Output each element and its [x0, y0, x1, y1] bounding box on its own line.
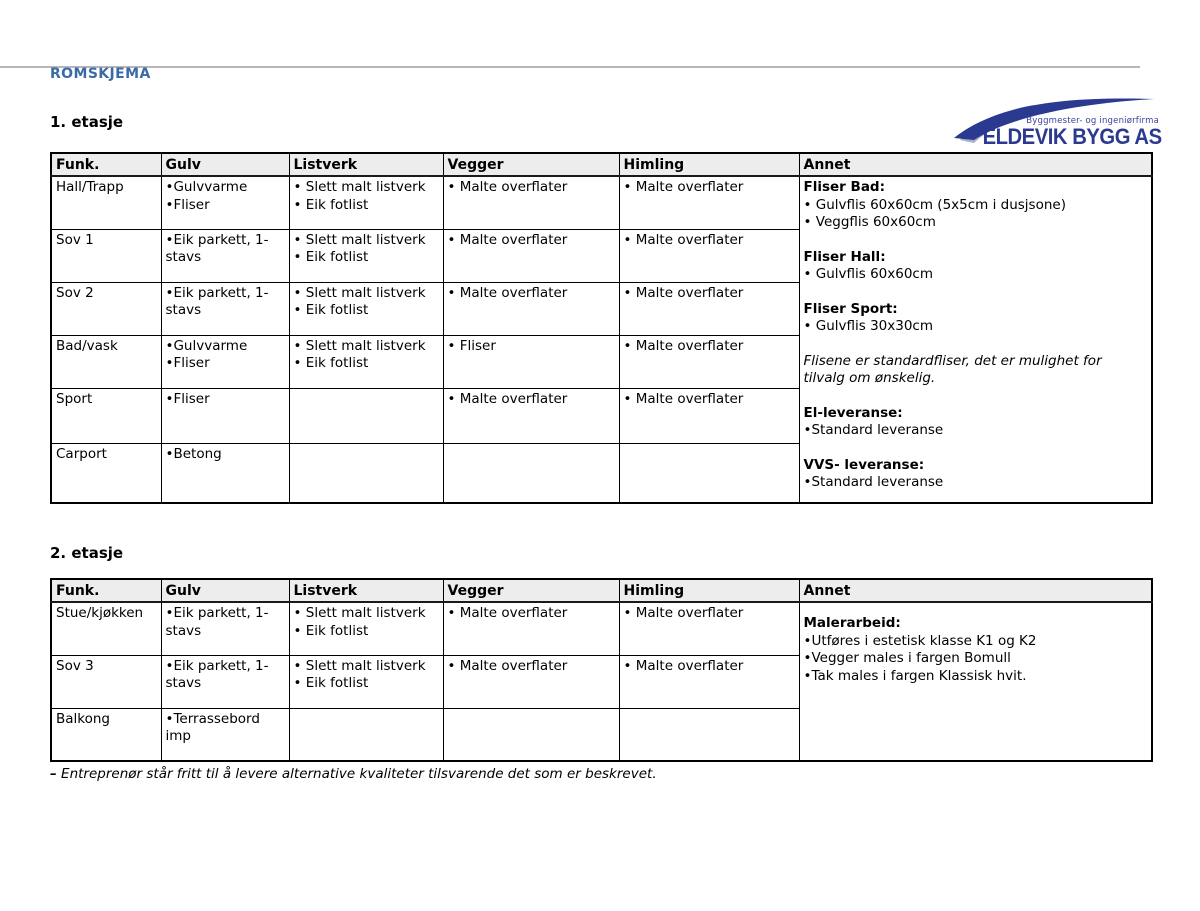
- annet-line: •Standard leveranse: [803, 422, 944, 438]
- cell-funk: Stue/kjøkken: [51, 602, 161, 655]
- cell-vegger: [443, 708, 619, 761]
- cell-funk: Carport: [51, 443, 161, 503]
- cell-himling: [619, 708, 799, 761]
- cell-vegger: [443, 229, 619, 282]
- cell-listverk: [289, 176, 443, 229]
- cell-line: • Eik fotlist: [293, 355, 369, 371]
- annet-line: • Gulvflis 30x30cm: [803, 318, 934, 334]
- cell-himling: [619, 388, 799, 443]
- annet-line: •Standard leveranse: [803, 474, 944, 490]
- cell-vegger: [443, 602, 619, 655]
- header-cell-annet: Annet: [799, 153, 1152, 176]
- cell-line: •Eik parkett, 1-stavs: [165, 284, 269, 318]
- cell-listverk: [289, 282, 443, 335]
- cell-listverk: [289, 229, 443, 282]
- cell-funk: Bad/vask: [51, 335, 161, 388]
- annet-section-vvs-leveranse: [804, 457, 1148, 492]
- table-header-row: [51, 153, 1152, 176]
- cell-vegger: [443, 176, 619, 229]
- cell-line: • Malte overflater: [623, 605, 744, 621]
- annet-line: • Gulvflis 60x60cm: [803, 266, 934, 282]
- cell-vegger: [443, 282, 619, 335]
- section-title-2-etasje: 2. etasje: [50, 544, 124, 562]
- cell-gulv: [161, 388, 289, 443]
- cell-line: • Malte overflater: [623, 390, 744, 407]
- cell-line: • Slett malt listverk: [293, 605, 426, 621]
- cell-line: •Gulvvarme: [165, 179, 248, 195]
- cell-line: •Fliser: [165, 196, 210, 213]
- cell-line: • Malte overflater: [447, 179, 568, 195]
- annet-heading: Malerarbeid:: [803, 615, 901, 631]
- cell-himling: [619, 602, 799, 655]
- annet-line: •Tak males i fargen Klassisk hvit.: [803, 667, 1027, 684]
- cell-gulv: [161, 655, 289, 708]
- cell-gulv: [161, 602, 289, 655]
- cell-vegger: [443, 335, 619, 388]
- cell-vegger: [443, 443, 619, 503]
- cell-line: •Terrassebord imp: [165, 710, 260, 744]
- annet-section-fliser-hall: [804, 249, 1148, 284]
- header-cell-annet: Annet: [799, 579, 1152, 602]
- cell-listverk: [289, 335, 443, 388]
- cell-line: • Malte overflater: [447, 284, 568, 301]
- cell-line: •Eik parkett, 1-stavs: [165, 231, 269, 265]
- cell-funk: Hall/Trapp: [51, 176, 161, 229]
- table-header-row: [51, 579, 1152, 602]
- cell-line: • Slett malt listverk: [293, 231, 426, 248]
- annet-line: •Utføres i estetisk klasse K1 og K2: [803, 632, 1037, 649]
- cell-line: • Slett malt listverk: [293, 657, 426, 674]
- header-cell-vegger: Vegger: [443, 153, 619, 176]
- cell-line: • Malte overflater: [447, 657, 568, 674]
- annet-heading: Fliser Hall:: [803, 248, 886, 265]
- cell-line: • Slett malt listverk: [293, 284, 426, 301]
- cell-gulv: [161, 443, 289, 503]
- annet-heading: Fliser Sport:: [803, 300, 898, 317]
- document-page: [0, 66, 1200, 783]
- cell-listverk: [289, 602, 443, 655]
- cell-vegger: [443, 655, 619, 708]
- cell-line: •Betong: [165, 445, 222, 462]
- cell-funk: Sport: [51, 388, 161, 443]
- cell-line: • Eik fotlist: [293, 622, 369, 639]
- cell-line: • Slett malt listverk: [293, 337, 426, 354]
- cell-gulv: [161, 176, 289, 229]
- cell-line: • Eik fotlist: [293, 249, 369, 265]
- cell-line: • Malte overflater: [623, 284, 744, 301]
- cell-gulv: [161, 229, 289, 282]
- header-cell-himling: Himling: [619, 579, 799, 602]
- cell-annet: [799, 602, 1152, 761]
- header-cell-funk: Funk.: [51, 153, 161, 176]
- cell-line: • Malte overflater: [447, 390, 568, 407]
- header-cell-vegger: Vegger: [443, 579, 619, 602]
- annet-section-el-leveranse: [804, 405, 1148, 440]
- cell-line: • Malte overflater: [623, 337, 744, 354]
- header-cell-gulv: Gulv: [161, 153, 289, 176]
- cell-line: • Eik fotlist: [293, 675, 369, 691]
- header-cell-himling: Himling: [619, 153, 799, 176]
- cell-gulv: [161, 335, 289, 388]
- cell-line: •Fliser: [165, 355, 210, 371]
- cell-himling: [619, 282, 799, 335]
- cell-vegger: [443, 388, 619, 443]
- cell-gulv: [161, 282, 289, 335]
- header-cell-listverk: Listverk: [289, 153, 443, 176]
- cell-line: • Malte overflater: [623, 657, 744, 674]
- cell-line: • Malte overflater: [623, 179, 744, 195]
- header-cell-funk: Funk.: [51, 579, 161, 602]
- cell-himling: [619, 443, 799, 503]
- page-title: ROMSKJEMA: [50, 66, 151, 82]
- cell-line: •Fliser: [165, 390, 210, 407]
- cell-himling: [619, 176, 799, 229]
- cell-line: • Malte overflater: [623, 231, 744, 248]
- cell-line: • Slett malt listverk: [293, 179, 426, 195]
- header-cell-gulv: Gulv: [161, 579, 289, 602]
- cell-himling: [619, 655, 799, 708]
- cell-funk: Balkong: [51, 708, 161, 761]
- cell-funk: Sov 1: [51, 229, 161, 282]
- logo-company-name: ELDEVIK BYGG AS: [982, 124, 1162, 149]
- cell-listverk: [289, 443, 443, 503]
- footer-disclaimer: [50, 766, 1151, 783]
- cell-line: •Eik parkett, 1-stavs: [165, 605, 269, 639]
- annet-section-malerarbeid: [804, 615, 1148, 685]
- annet-heading: Fliser Bad:: [803, 179, 885, 195]
- footer-text: Entreprenør står fritt til å levere alternative kvaliteter tilsvarende det som er beskrevet.: [61, 766, 657, 782]
- table-row-hall-trapp: [51, 176, 1152, 229]
- annet-note-standardfliser: Flisene er standardfliser, det er mulighet for tilvalg om ønskelig.: [803, 352, 1102, 386]
- annet-heading: VVS- leveranse:: [803, 456, 925, 473]
- romskjema-table-2-etasje: [50, 578, 1153, 762]
- annet-line: •Vegger males i fargen Bomull: [803, 650, 1011, 666]
- annet-section-fliser-sport: [804, 301, 1148, 336]
- table-row-stue-kjokken: [51, 602, 1152, 655]
- cell-listverk: [289, 388, 443, 443]
- cell-listverk: [289, 708, 443, 761]
- annet-line: • Gulvflis 60x60cm (5x5cm i dusjsone): [803, 196, 1066, 213]
- cell-gulv: [161, 708, 289, 761]
- annet-section-fliser-bad: [804, 179, 1148, 232]
- cell-line: • Eik fotlist: [293, 302, 369, 318]
- cell-himling: [619, 335, 799, 388]
- cell-line: •Gulvvarme: [165, 337, 248, 354]
- footer-dash: –: [50, 766, 57, 782]
- annet-heading: El-leveranse:: [803, 404, 903, 421]
- cell-funk: Sov 3: [51, 655, 161, 708]
- cell-line: • Eik fotlist: [293, 196, 369, 213]
- cell-line: • Fliser: [447, 337, 496, 354]
- logo-tagline: Byggmester- og ingeniørfirma: [1026, 116, 1159, 126]
- cell-line: •Eik parkett, 1-stavs: [165, 657, 269, 691]
- annet-line: • Veggflis 60x60cm: [803, 214, 936, 230]
- cell-annet: [799, 176, 1152, 503]
- cell-funk: Sov 2: [51, 282, 161, 335]
- cell-line: • Malte overflater: [447, 605, 568, 621]
- section-title-1-etasje: 1. etasje: [50, 113, 124, 131]
- header-cell-listverk: Listverk: [289, 579, 443, 602]
- cell-listverk: [289, 655, 443, 708]
- cell-line: • Malte overflater: [447, 231, 568, 248]
- romskjema-table-1-etasje: [50, 152, 1153, 504]
- cell-himling: [619, 229, 799, 282]
